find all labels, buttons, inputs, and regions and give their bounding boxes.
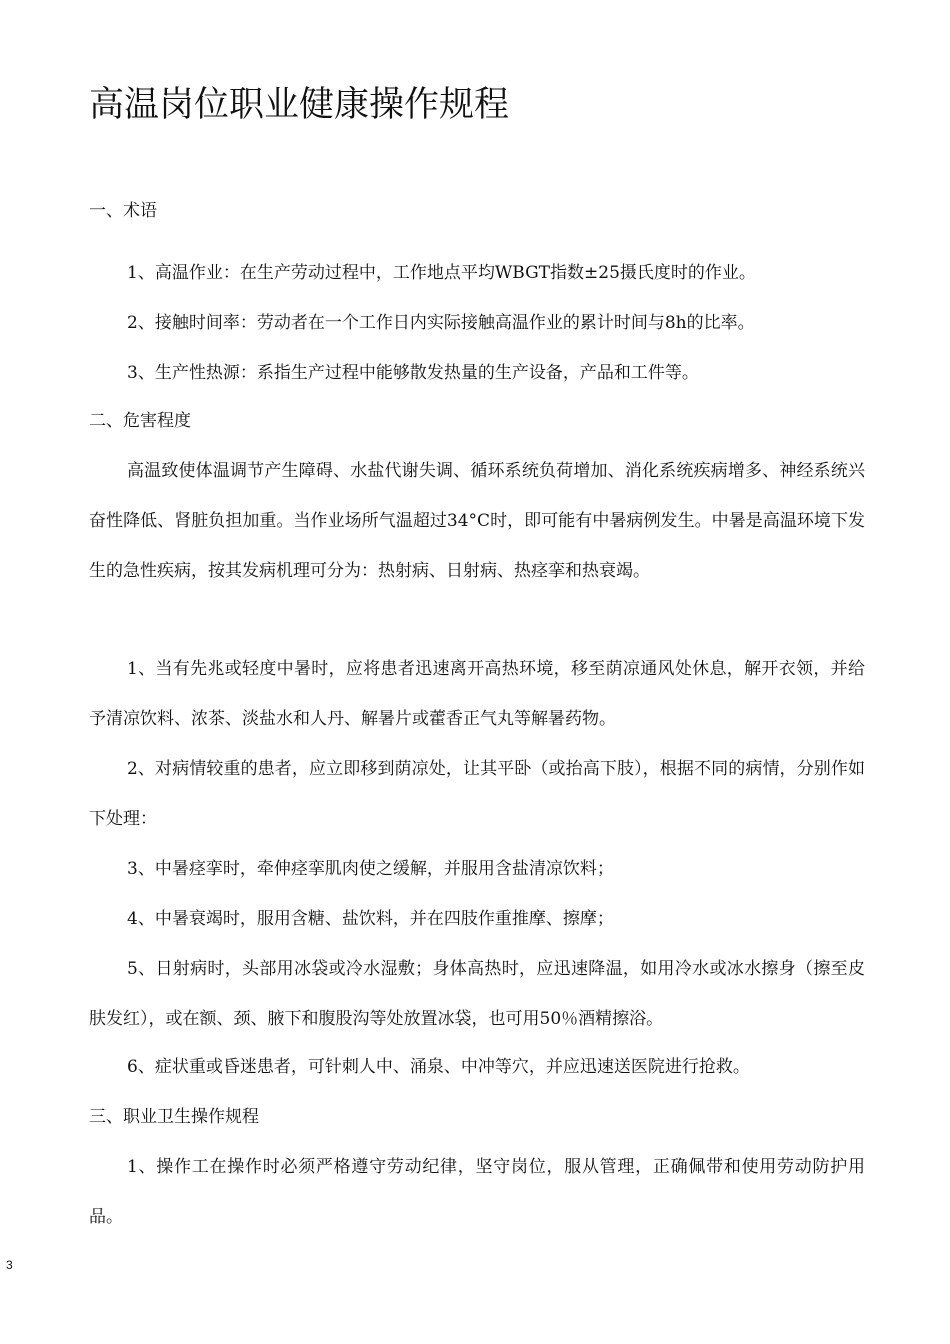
section2-item-3: 3、中暑痉挛时，牵伸痉挛肌肉使之缓解，并服用含盐清凉饮料； <box>127 859 614 879</box>
section1-item-2: 2、接触时间率：劳动者在一个工作日内实际接触高温作业的累计时间与8h的比率。 <box>127 313 755 333</box>
section2-item-6: 6、症状重或昏迷患者，可针刺人中、涌泉、中冲等穴，并应迅速送医院进行抢救。 <box>127 1057 750 1077</box>
section1-item-3: 3、生产性热源：系指生产过程中能够散发热量的生产设备，产品和工件等。 <box>127 363 699 383</box>
section2-item-2: 2、对病情较重的患者，应立即移到荫凉处，让其平卧（或抬高下肢），根据不同的病情，分别作如下处理： <box>89 759 865 829</box>
section2-intro: 高温致使体温调节产生障碍、水盐代谢失调、循环系统负荷增加、消化系统疾病增多、神经系统兴奋性降低、肾脏负担加重。当作业场所气温超过34°C时，即可能有中暑病例发生。中暑是高温环境下发生的急性疾病，按其发病机理可分为：热射病、日射病、热痉挛和热衰竭。 <box>89 461 865 581</box>
section2-item-5: 5、日射病时，头部用冰袋或冷水湿敷；身体高热时，应迅速降温，如用冷水或冰水擦身（擦至皮肤发红），或在额、颈、腋下和腹股沟等处放置冰袋，也可用50％酒精擦浴。 <box>89 959 865 1029</box>
section3-item-1: 1、操作工在操作时必须严格遵守劳动纪律，坚守岗位，服从管理，正确佩带和使用劳动防护用品。 <box>89 1157 865 1227</box>
section2-heading: 二、危害程度 <box>89 411 191 431</box>
page-number: 3 <box>6 1258 13 1272</box>
section1-heading: 一、术语 <box>89 201 157 221</box>
section2-item-4: 4、中暑衰竭时，服用含糖、盐饮料，并在四肢作重推摩、擦摩； <box>127 909 614 929</box>
section1-item-1: 1、高温作业：在生产劳动过程中，工作地点平均WBGT指数±25摄氏度时的作业。 <box>127 263 756 283</box>
section2-item-1: 1、当有先兆或轻度中暑时，应将患者迅速离开高热环境，移至荫凉通风处休息，解开衣领，并给予清凉饮料、浓茶、淡盐水和人丹、解暑片或藿香正气丸等解暑药物。 <box>89 659 865 729</box>
section3-heading: 三、职业卫生操作规程 <box>89 1107 259 1127</box>
document-title: 高温岗位职业健康操作规程 <box>89 85 510 125</box>
